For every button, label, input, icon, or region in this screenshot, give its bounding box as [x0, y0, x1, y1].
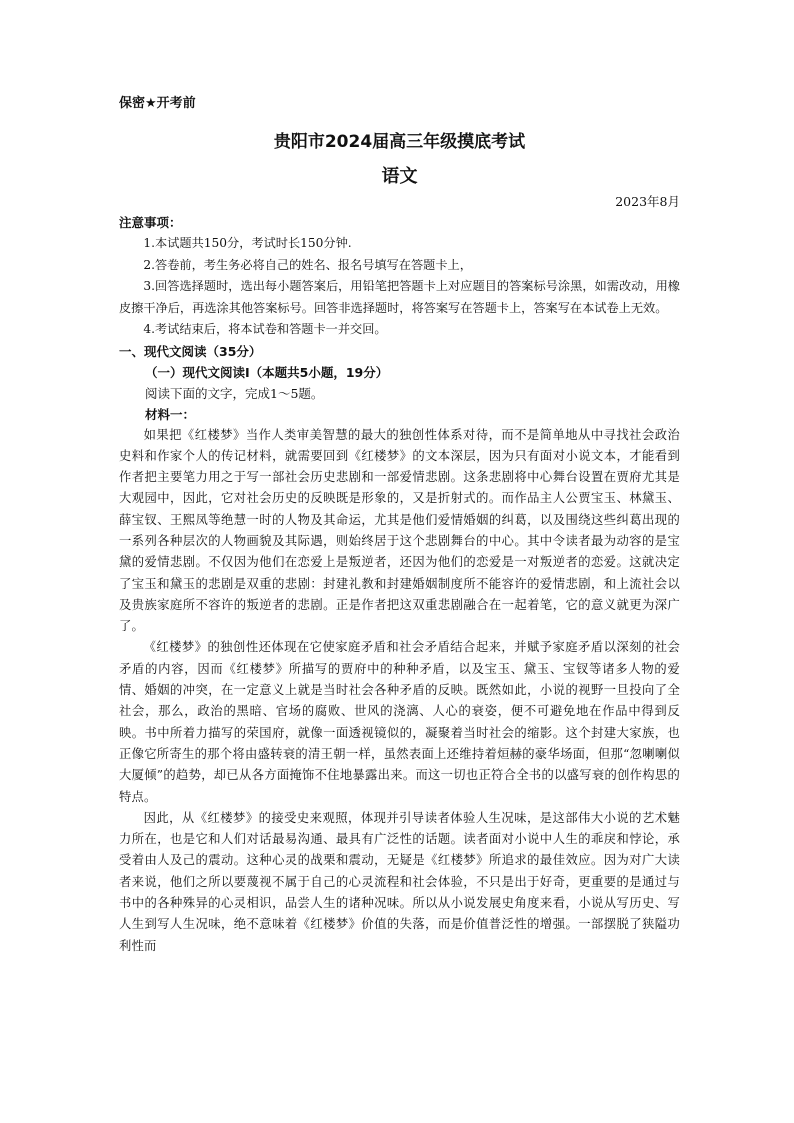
subject-title: 语文: [381, 166, 418, 187]
material-paragraph-3: 因此，从《红楼梦》的接受史来观照，体现并引导读者体验人生况味，是这部伟大小说的艺术魅力所在，也是它和人们对话最易沟通、最具有广泛性的话题。读者面对小说中人生的乖戾和悖论，承受着由人及己的震动。这种心灵的战栗和震动，无疑是《红楼梦》所追求的最佳效应。因为对广大读者来说，他们之所以要蔑视不属于自己的心灵流程和社会体验，不只是出于好奇，更重要的是通过与书中的各种殊异的心灵相识，品尝人生的诸种况味。所以从小说发展史角度来看，小说从写历史、写人生到写人生况味，绝不意味着《红楼梦》价值的失落，而是价值普泛性的增强。一部摆脱了狭隘功利性而: [119, 810, 680, 953]
material-paragraph-1: 如果把《红楼梦》当作人类审美智慧的最大的独创性体系对待，而不是简单地从中寻找社会政治史料和作家个人的传记材料，就需要回到《红楼梦》的文本深层，因为只有面对小说文本，才能看到作者把主要笔力用之于写一部社会历史悲剧和一部爱情悲剧。这条悲剧将中心舞台设置在贾府尤其是大观园中，因此，它对社会历史的反映既是形象的，又是折射式的。而作品主人公贾宝玉、林黛玉、薛宝钗、王熙凤等绝慧一时的人物及其命运，尤其是他们爱情婚姻的纠葛，以及围绕这些纠葛出现的一系列各种层次的人物画貌及其际遇，则始终居于这个悲剧舞台的中心。其中令读者最为动容的是宝黛的爱情悲剧。不仅因为他们在恋爱上是叛逆者，还因为他们的恋爱是一对叛逆者的恋爱。这就决定了宝玉和黛玉的悲剧是双重的悲剧：封建礼教和封建婚姻制度所不能容许的爱情悲剧，和上流社会以及贵族家庭所不容许的叛逆者的悲剧。正是作者把这双重悲剧融合在一起着笔，它的意义就更为深广了。: [119, 427, 680, 634]
subsection-heading: （一）现代文阅读Ⅰ（本题共5小题，19分）: [145, 364, 389, 380]
material-paragraph-2: 《红楼梦》的独创性还体现在它使家庭矛盾和社会矛盾结合起来，并赋予家庭矛盾以深刻的社会矛盾的内容，因而《红楼梦》所描写的贾府中的种种矛盾，以及宝玉、黛玉、宝钗等诸多人物的爱情、婚姻的冲突，在一定意义上就是当时社会各种矛盾的反映。既然如此，小说的视野一旦投向了全社会，那么，政治的黑暗、官场的腐败、世风的浇漓、人心的衰姿，便不可避免地在作品中得到反映。书中所着力描写的荣国府，就像一面透视镜似的，凝聚着当时社会的缩影。这个封建大家族，也正像它所寄生的那个将由盛转衰的清王朝一样，虽然表面上还维持着烜赫的豪华场面，但那“忽喇喇似大厦倾”的趋势，却已从各方面掩饰不住地暴露出来。而这一切也正符合全书的以盛写衰的创作构思的特点。: [119, 640, 680, 804]
exam-title: 贵阳市2024届高三年级摸底考试: [273, 132, 526, 152]
exam-date: 2023年8月: [615, 194, 680, 209]
notice-item-3: 3.回答选择题时，选出每小题答案后，用铅笔把答题卡上对应题目的答案标号涂黑，如需改动，用橡皮擦干净后，再选涂其他答案标号。回答非选择题时，将答案写在答题卡上，答案写在本试卷上无效。: [119, 279, 680, 315]
notice-item-4: 4.考试结束后，将本试卷和答题卡一并交回。: [143, 322, 387, 336]
reading-instruction: 阅读下面的文字，完成1～5题。: [145, 385, 324, 401]
notice-item-1: 1.本试题共150分，考试时长150分钟.: [143, 236, 352, 250]
notice-item-2: 2.答卷前，考生务必将自己的姓名、报名号填写在答题卡上，: [143, 257, 472, 272]
notice-heading: 注意事项：: [119, 215, 182, 230]
exam-page: [119, 92, 680, 957]
section-heading: 一、现代文阅读（35分）: [119, 343, 262, 359]
material-title: 材料一：: [145, 406, 196, 422]
confidential-label: 保密★开考前: [119, 96, 196, 111]
